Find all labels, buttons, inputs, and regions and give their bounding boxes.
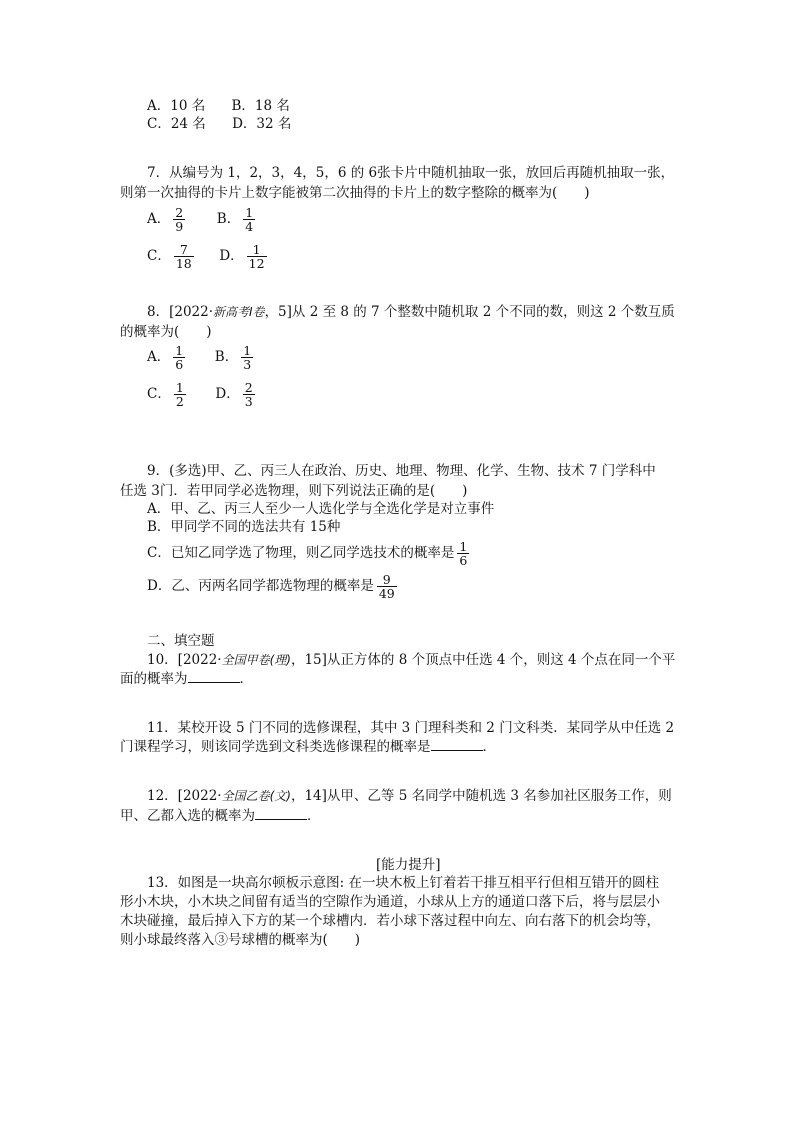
- q7-option-b-label: B．: [216, 211, 241, 227]
- q8-stem-line1: 8．[2022·新高考Ⅰ卷，5]从 2 至 8 的 7 个整数中随机取 2 个不同的数，则这 2 个数互质: [147, 304, 675, 320]
- q8-option-a-label: A．: [147, 349, 171, 365]
- q12-source: 全国乙卷(文): [221, 789, 291, 803]
- q10-stem-line1: 10．[2022·全国甲卷(理)，15]从正方体的 8 个顶点中任选 4 个，则这 4 个点在同一个平: [147, 652, 676, 668]
- q7-option-a-fraction: $\frac{2}{9}$: [175, 205, 184, 234]
- q8-options-row2: [147, 381, 258, 408]
- q9-option-c-fraction: $\frac{1}{6}$: [459, 539, 468, 568]
- q11-stem-line1: 11．某校开设 5 门不同的选修课程，其中 3 门理科类和 2 门文科类．某同学从中任选 2: [147, 720, 675, 736]
- q9-option-b: B．甲同学不同的选法共有 15种: [147, 519, 341, 535]
- q8-option-d-label: D．: [215, 386, 240, 402]
- q8-source: 新高考Ⅰ卷: [213, 305, 265, 319]
- q13-stem-line3: 木块碰撞，最后掉入下方的某一个球槽内．若小球下落过程中向左、向右落下的机会均等，: [120, 913, 660, 929]
- section-heading-ability: [能力提升]: [376, 857, 441, 873]
- q8-option-b-label: B．: [214, 349, 239, 365]
- q13-stem-line2: 形小木块，小木块之间留有适当的空隙作为通道，小球从上方的通道口落下后，将与层层小: [120, 894, 660, 910]
- q9-option-d-fraction: $\frac{9}{49}$: [378, 572, 395, 601]
- q6-option-a: A．10 名: [147, 98, 206, 114]
- q7-stem-line2: 则第一次抽得的卡片上数字能被第二次抽得的卡片上的数字整除的概率为( ): [120, 185, 590, 201]
- q7-option-d-label: D．: [219, 248, 244, 264]
- q12-stem-line1: 12．[2022·全国乙卷(文)，14]从甲、乙等 5 名同学中随机选 3 名参加社区服务工作，则: [147, 788, 672, 804]
- q7-option-c-label: C．: [147, 248, 171, 264]
- q7-option-d-fraction: $\frac{1}{12}$: [248, 242, 265, 271]
- q8-option-c-label: C．: [147, 386, 171, 402]
- q7-stem-line1: 7．从编号为 1，2，3，4，5，6 的 6张卡片中随机抽取一张，放回后再随机抽取一张，: [147, 165, 675, 181]
- q6-options-row2: [147, 115, 291, 133]
- q6-options-row1: [147, 97, 290, 115]
- q10-answer-blank[interactable]: [188, 670, 240, 683]
- q9-stem-line1: 9．(多选)甲、乙、丙三人在政治、历史、地理、物理、化学、生物、技术 7 门学科中: [147, 463, 656, 479]
- q8-stem-line2: 的概率为( ): [120, 324, 212, 340]
- q6-option-b: B．18 名: [231, 98, 290, 114]
- q11-answer-blank[interactable]: [431, 738, 483, 751]
- q9-stem-line2: 任选 3门．若甲同学必选物理，则下列说法正确的是( ): [120, 483, 468, 499]
- q8-option-a-fraction: $\frac{1}{6}$: [175, 343, 184, 372]
- q9-option-d: D．乙、丙两名同学都选物理的概率是 $\frac{9}{49}$: [147, 572, 395, 601]
- q7-option-a-label: A．: [147, 211, 171, 227]
- q10-source: 全国甲卷(理): [221, 653, 291, 667]
- q10-stem-line2: 面的概率为 ．: [120, 671, 253, 687]
- q7-options-row2: [147, 243, 270, 270]
- q7-option-c-fraction: $\frac{7}{18}$: [175, 242, 192, 271]
- q8-option-c-fraction: $\frac{1}{2}$: [175, 380, 184, 409]
- q13-stem-line4: 则小球最终落入③号球槽的概率为( ): [120, 932, 361, 948]
- q13-stem-line1: 13．如图是一块高尔顿板示意图: 在一块木板上钉着若干排互相平行但相互错开的圆柱: [147, 875, 660, 891]
- q9-option-a: A．甲、乙、丙三人至少一人选化学与全选化学是对立事件: [147, 501, 495, 517]
- q12-answer-blank[interactable]: [255, 807, 307, 820]
- q8-option-d-fraction: $\frac{2}{3}$: [244, 380, 253, 409]
- q7-options-row1: [147, 206, 258, 233]
- q8-options-row1: [147, 344, 256, 371]
- q6-option-d: D．32 名: [232, 116, 292, 132]
- section-heading-fill-in: 二、填空题: [147, 633, 215, 649]
- q12-stem-line2: 甲、乙都入选的概率为 ．: [120, 808, 321, 824]
- q9-option-c: C．已知乙同学选了物理，则乙同学选技术的概率是 $\frac{1}{6}$: [147, 539, 468, 568]
- q7-option-b-fraction: $\frac{1}{4}$: [245, 205, 254, 234]
- q8-option-b-fraction: $\frac{1}{3}$: [243, 343, 252, 372]
- q11-stem-line2: 门课程学习，则该同学选到文科类选修课程的概率是 ．: [120, 739, 496, 755]
- q6-option-c: C．24 名: [147, 116, 206, 132]
